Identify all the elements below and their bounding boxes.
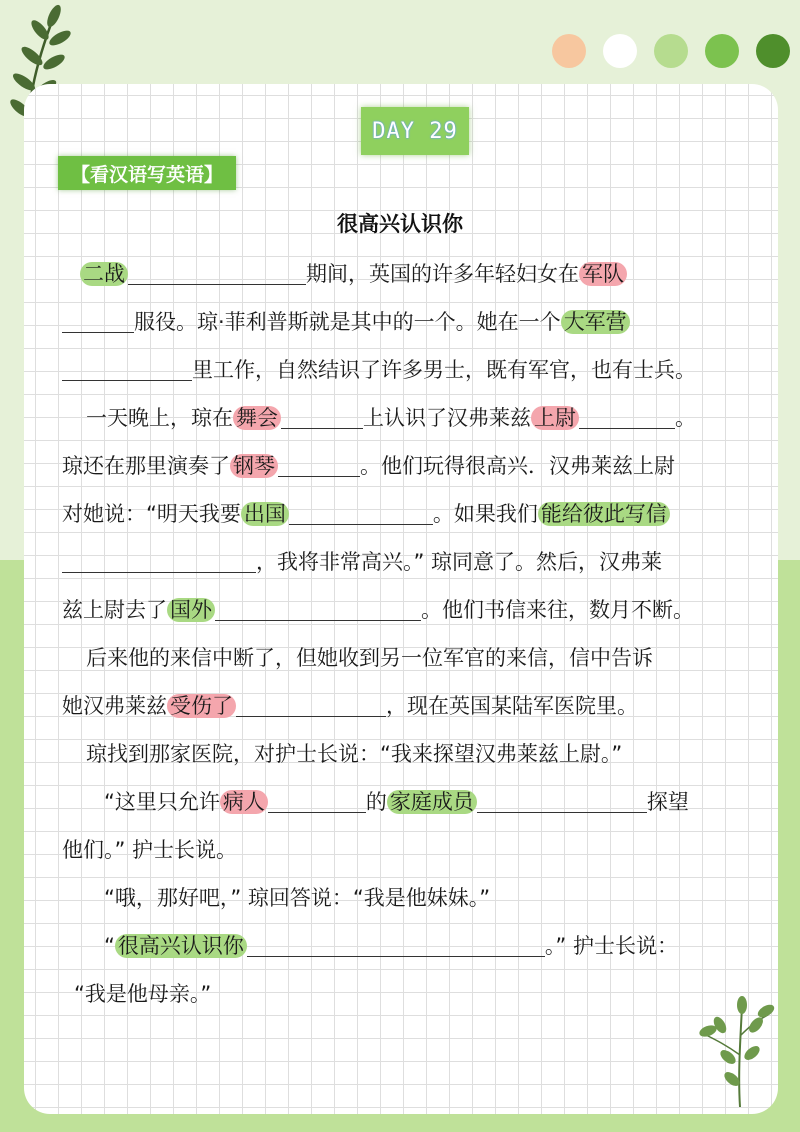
- passage-line: [62, 542, 662, 582]
- color-dot-1: [552, 34, 586, 68]
- answer-blank[interactable]: [128, 256, 306, 285]
- answer-blank[interactable]: [268, 784, 366, 813]
- answer-blank[interactable]: [215, 592, 421, 621]
- highlighted-phrase-green: 大军营: [561, 310, 630, 334]
- passage-line: [62, 446, 675, 486]
- highlighted-phrase-red: 受伤了: [167, 694, 236, 718]
- passage-text: 她汉弗莱兹: [62, 694, 167, 718]
- passage-text: 兹上尉去了: [62, 598, 167, 622]
- passage-line: [62, 494, 670, 534]
- passage-text: 琼还在那里演奏了: [62, 454, 230, 478]
- highlighted-phrase-red: 上尉: [531, 406, 579, 430]
- answer-blank[interactable]: [62, 304, 134, 333]
- passage-line: [74, 974, 211, 1014]
- passage-text: 。他们玩得很高兴．汉弗莱兹上尉: [360, 454, 675, 478]
- highlighted-phrase-green: 出国: [241, 502, 289, 526]
- answer-blank[interactable]: [289, 496, 433, 525]
- highlighted-phrase-red: 舞会: [233, 406, 281, 430]
- passage-text: 。: [675, 406, 696, 430]
- passage-text: ，我将非常高兴。” 琼同意了。然后，汉弗莱: [256, 550, 663, 574]
- section-tag: 【看汉语写英语】: [58, 156, 236, 190]
- passage-text: 的: [365, 790, 387, 814]
- passage-line: [62, 350, 696, 390]
- passage-line: [104, 878, 490, 918]
- answer-blank[interactable]: [236, 688, 386, 717]
- highlighted-phrase-green: 很高兴认识你: [115, 934, 247, 958]
- passage-line: [104, 926, 678, 966]
- passage-text: 探望: [646, 790, 689, 814]
- passage-line: [80, 254, 627, 294]
- highlighted-phrase-red: 军队: [579, 262, 627, 286]
- passage-line: [62, 830, 237, 870]
- answer-blank[interactable]: [281, 400, 363, 429]
- passage-text: 一天晚上，琼在: [86, 406, 233, 430]
- passage-line: [86, 638, 653, 678]
- passage-line: [86, 734, 622, 774]
- passage-text: 。如果我们: [432, 502, 538, 526]
- highlighted-phrase-red: 钢琴: [230, 454, 278, 478]
- passage-text: 期间，英国的许多年轻妇女在: [306, 262, 579, 286]
- passage-line: [62, 590, 694, 630]
- highlighted-phrase-green: 家庭成员: [387, 790, 477, 814]
- seedling-icon: [696, 995, 776, 1110]
- passage-line: [62, 686, 638, 726]
- answer-blank[interactable]: [477, 784, 647, 813]
- answer-blank[interactable]: [579, 400, 675, 429]
- highlighted-phrase-green: 能给彼此写信: [538, 502, 670, 526]
- highlighted-phrase-green: 国外: [167, 598, 215, 622]
- passage-line: [104, 782, 689, 822]
- passage-text: ，现在英国某陆军医院里。: [386, 694, 638, 718]
- answer-blank[interactable]: [247, 928, 545, 957]
- passage-text: 他们。” 护士长说。: [62, 838, 238, 862]
- color-dot-4: [705, 34, 739, 68]
- color-dot-2: [603, 34, 637, 68]
- answer-blank[interactable]: [62, 352, 192, 381]
- passage-text: 。” 护士长说：: [544, 934, 678, 958]
- passage-text: 琼找到那家医院，对护士长说：“我来探望汉弗莱兹上尉。”: [86, 742, 623, 766]
- highlighted-phrase-green: 二战: [80, 262, 128, 286]
- passage-title: 很高兴认识你: [337, 212, 463, 236]
- passage-text: 。他们书信来往，数月不断。: [421, 598, 694, 622]
- passage-line: [86, 398, 696, 438]
- passage-text: “哦，那好吧，” 琼回答说：“我是他妹妹。”: [104, 886, 491, 910]
- passage-text: 对她说：“明天我要: [62, 502, 241, 526]
- color-dots: [552, 34, 790, 68]
- passage-text: “: [104, 934, 115, 958]
- passage-text: 里工作，自然结识了许多男士，既有军官，也有士兵。: [192, 358, 696, 382]
- passage-text: “这里只允许: [104, 790, 220, 814]
- passage-text: 上认识了汉弗莱兹: [363, 406, 531, 430]
- passage-text: 后来他的来信中断了，但她收到另一位军官的来信，信中告诉: [86, 646, 653, 670]
- passage-line: [62, 302, 630, 342]
- color-dot-5: [756, 34, 790, 68]
- day-badge: [361, 107, 469, 155]
- day-label: DAY 29: [372, 118, 458, 144]
- answer-blank[interactable]: [278, 448, 360, 477]
- answer-blank[interactable]: [62, 544, 256, 573]
- highlighted-phrase-red: 病人: [220, 790, 268, 814]
- passage-text: 服役。琼·菲利普斯就是其中的一个。她在一个: [134, 310, 561, 334]
- color-dot-3: [654, 34, 688, 68]
- passage-text: “我是他母亲。”: [74, 982, 212, 1006]
